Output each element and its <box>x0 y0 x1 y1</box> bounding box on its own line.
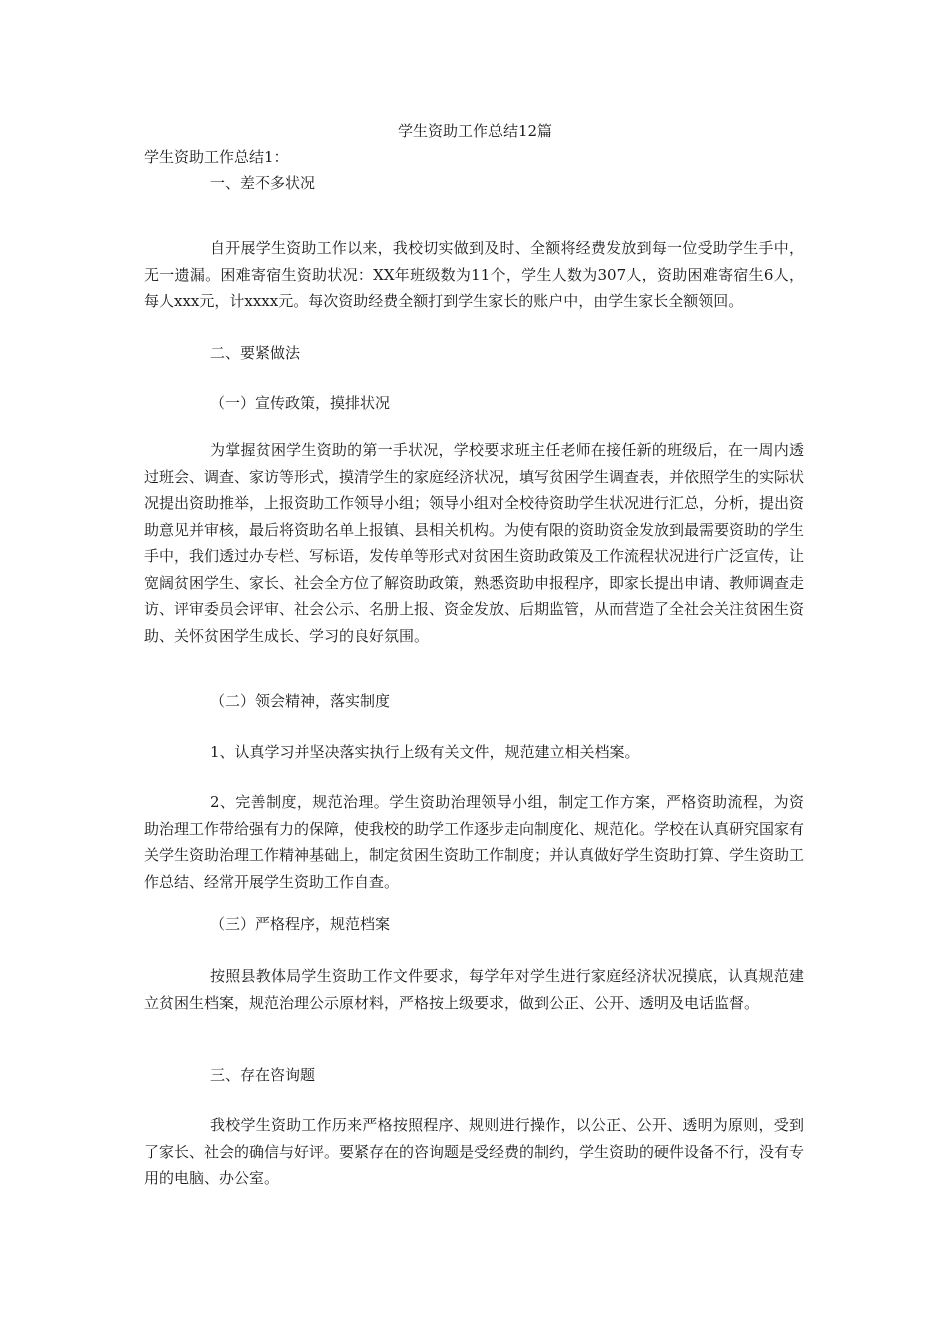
document-subtitle: 学生资助工作总结1： <box>144 148 289 166</box>
paragraph-1: 自开展学生资助工作以来，我校切实做到及时、全额将经费发放到每一位受助学生手中，无一遗漏。困难寄宿生资助状况：XX年班级数为11个，学生人数为307人，资助困难寄宿生6人，每人xxx元，计xxxx元。每次资助经费全额打到学生家长的账户中，由学生家长全额领回。 <box>144 239 804 310</box>
section-heading-2: 二、要紧做法 <box>210 344 301 362</box>
paragraph-4: 我校学生资助工作历来严格按照程序、规则进行操作，以公正、公开、透明为原则，受到了家长、社会的确信与好评。要紧存在的咨询题是受经费的制约，学生资助的硬件设备不行，没有专用的电脑、办公室。 <box>144 1116 805 1187</box>
paragraph-3: 按照县教体局学生资助工作文件要求，每学年对学生进行家庭经济状况摸底，认真规范建立贫困生档案，规范治理公示原材料，严格按上级要求，做到公正、公开、透明及电话监督。 <box>144 967 804 1012</box>
section-heading-1: 一、差不多状况 <box>210 174 316 192</box>
subsection-heading-1: （一）宣传政策，摸排状况 <box>210 394 391 412</box>
document-title: 学生资助工作总结12篇 <box>397 122 553 140</box>
list-item-2: 2、完善制度，规范治理。学生资助治理领导小组，制定工作方案，严格资助流程，为资助治理工作带给强有力的保障，使我校的助学工作逐步走向制度化、规范化。学校在认真研究国家有关学生资助治理工作精神基础上，制定贫困生资助工作制度；并认真做好学生资助打算、学生资助工作总结、经常开展学生资助工作自查。 <box>144 793 805 891</box>
section-heading-3: 三、存在咨询题 <box>210 1066 316 1084</box>
paragraph-2: 为掌握贫困学生资助的第一手状况，学校要求班主任老师在接任新的班级后，在一周内透过班会、调查、家访等形式，摸清学生的家庭经济状况，填写贫困学生调查表，并依照学生的实际状况提出资助推举，上报资助工作领导小组；领导小组对全校待资助学生状况进行汇总，分析，提出资助意见并审核，最后将资助名单上报镇、县相关机构。为使有限的资助资金发放到最需要资助的学生手中，我们透过办专栏、写标语，发传单等形式对贫困生资助政策及工作流程状况进行广泛宣传，让宽阔贫困学生、家长、社会全方位了解资助政策，熟悉资助申报程序，即家长提出申请、教师调查走访、评审委员会评审、社会公示、名册上报、资金发放、后期监管，从而营造了全社会关注贫困生资助、关怀贫困学生成长、学习的良好氛围。 <box>144 441 805 645</box>
list-item-1: 1、认真学习并坚决落实执行上级有关文件，规范建立相关档案。 <box>210 743 640 761</box>
subsection-heading-3: （三）严格程序，规范档案 <box>210 915 391 933</box>
subsection-heading-2: （二）领会精神，落实制度 <box>210 692 391 710</box>
